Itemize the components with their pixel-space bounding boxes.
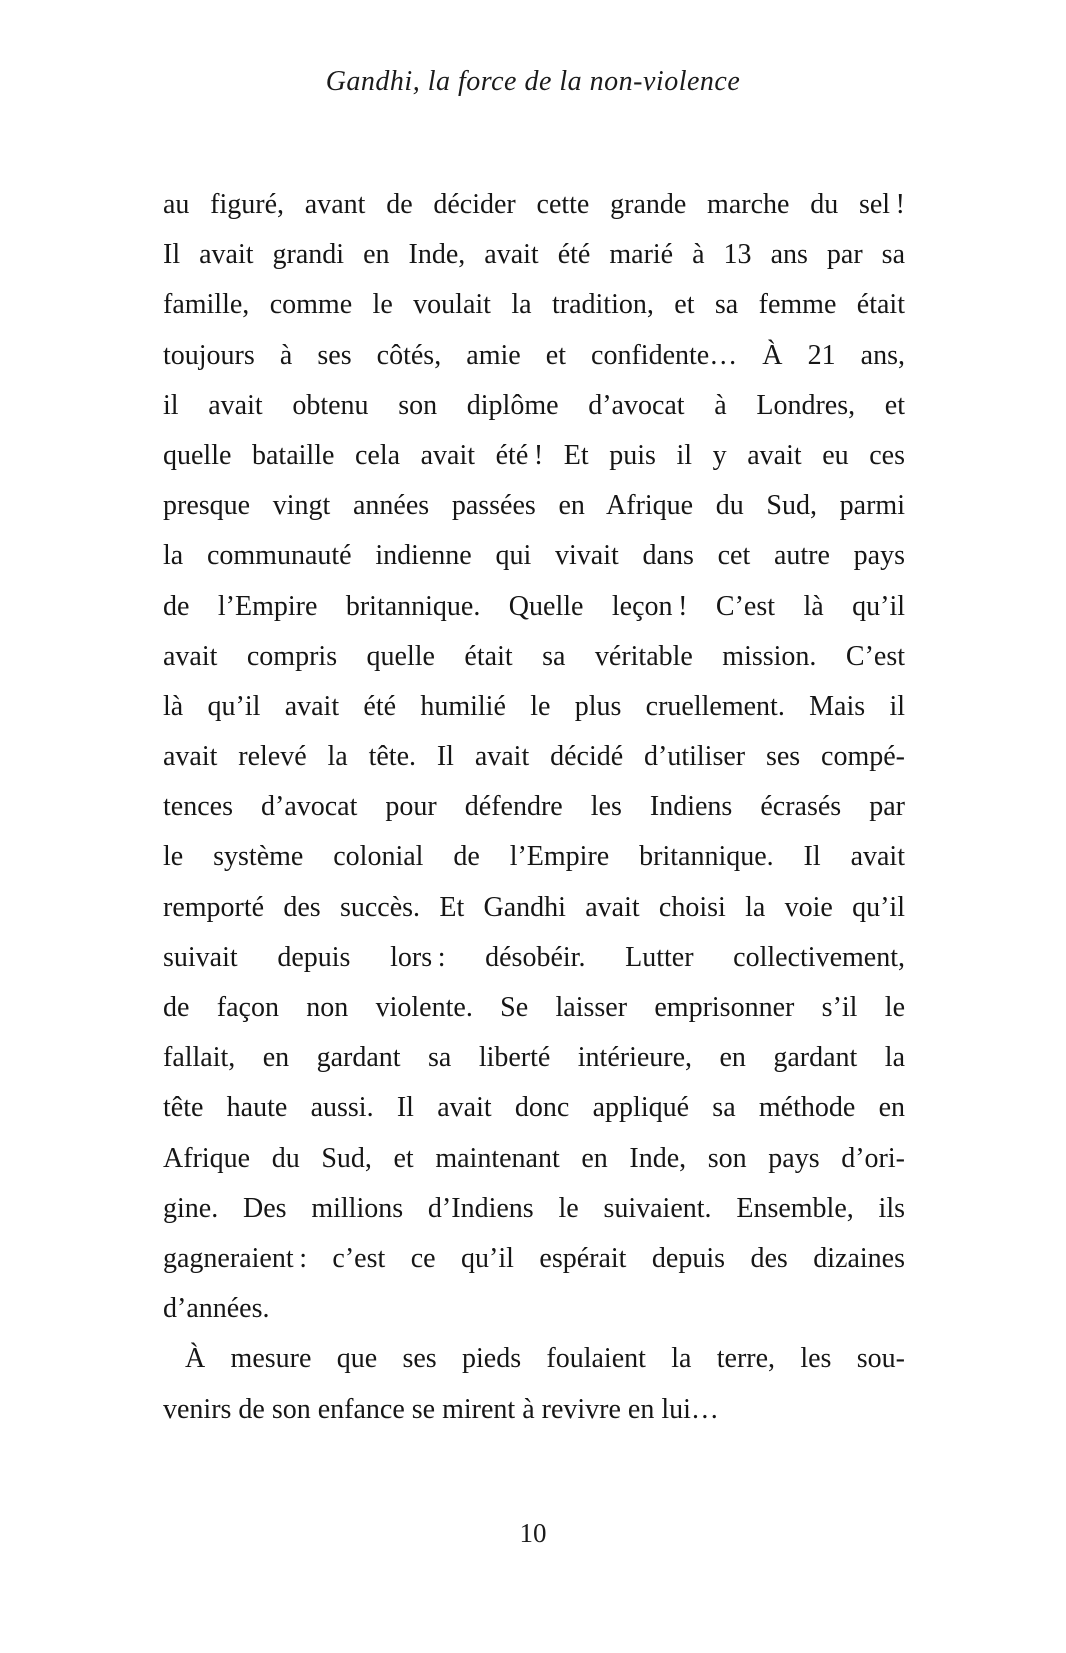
text-line: avait relevé la tête. Il avait décidé d’utiliser ses compé- (163, 741, 905, 773)
text-line: au figuré, avant de décider cette grande marche du sel ! (163, 189, 905, 220)
text-line: quelle bataille cela avait été ! Et puis il y avait eu ces (163, 439, 905, 471)
text-line: Afrique du Sud, et maintenant en Inde, son pays d’ori- (163, 1142, 905, 1174)
text-line: tête haute aussi. Il avait donc appliqué sa méthode en (163, 1092, 905, 1124)
text-line: avait compris quelle était sa véritable mission. C’est (163, 640, 905, 672)
text-line: remporté des succès. Et Gandhi avait choisi la voie qu’il (163, 891, 905, 923)
text-line: gagneraient : c’est ce qu’il espérait depuis des dizaines (163, 1242, 905, 1274)
text-line: famille, comme le voulait la tradition, et sa femme était (163, 289, 905, 321)
text-line: d’années. (163, 1293, 270, 1325)
text-line: tences d’avocat pour défendre les Indiens écrasés par (163, 791, 905, 823)
text-line: suivait depuis lors : désobéir. Lutter collectivement, (163, 941, 905, 973)
text-line: À mesure que ses pieds foulaient la terre, les sou- (185, 1343, 905, 1375)
text-line: fallait, en gardant sa liberté intérieure, en gardant la (163, 1042, 905, 1074)
page-number: 10 (519, 1518, 547, 1548)
text-line: gine. Des millions d’Indiens le suivaient. Ensemble, ils (163, 1192, 905, 1224)
text-line: là qu’il avait été humilié le plus cruellement. Mais il (163, 690, 905, 722)
text-line: toujours à ses côtés, amie et confidente… À 21 ans, (163, 339, 905, 371)
text-line: le système colonial de l’Empire britannique. Il avait (163, 841, 905, 873)
text-line: de façon non violente. Se laisser emprisonner s’il le (163, 992, 905, 1023)
text-line: il avait obtenu son diplôme d’avocat à Londres, et (163, 389, 905, 421)
running-header: Gandhi, la force de la non-violence (325, 66, 741, 97)
text-line: la communauté indienne qui vivait dans cet autre pays (163, 540, 905, 572)
text-line: de l’Empire britannique. Quelle leçon ! C’est là qu’il (163, 590, 905, 622)
text-line: presque vingt années passées en Afrique du Sud, parmi (163, 490, 905, 522)
text-line: Il avait grandi en Inde, avait été marié à 13 ans par sa (163, 239, 905, 271)
text-line: venirs de son enfance se mirent à revivre en lui… (163, 1393, 719, 1425)
body-text (163, 180, 905, 1435)
